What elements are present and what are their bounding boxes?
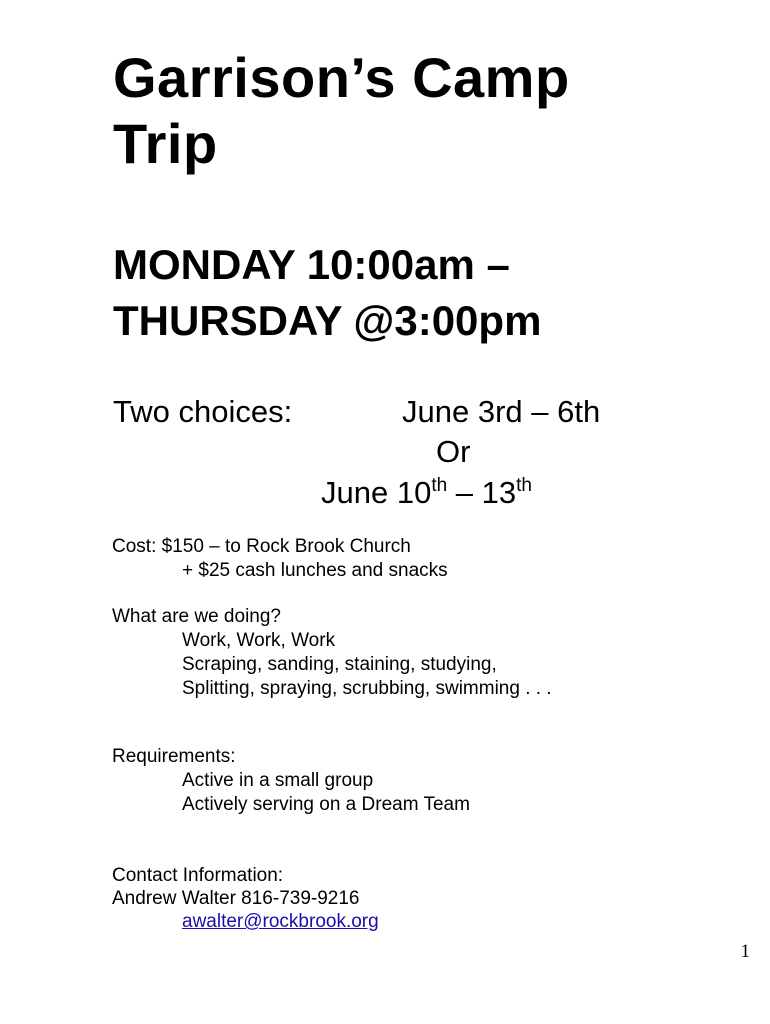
- schedule-line-1: MONDAY 10:00am –: [113, 241, 510, 288]
- list-item: Splitting, spraying, scrubbing, swimming . . .: [182, 678, 552, 699]
- cost-extra-line: + $25 cash lunches and snacks: [182, 560, 448, 581]
- choice-option-2: [321, 473, 532, 513]
- list-item: Active in a small group: [182, 770, 374, 791]
- title-line-1: Garrison’s Camp: [113, 46, 570, 109]
- contact-heading: Contact Information:: [112, 865, 284, 886]
- choice-option-2-sup-1: th: [431, 475, 448, 496]
- activities-list: [182, 629, 552, 701]
- list-item: Scraping, sanding, staining, studying,: [182, 654, 497, 675]
- choices-label: Two choices:: [113, 394, 293, 429]
- cost-line: Cost: $150 – to Rock Brook Church: [112, 536, 411, 557]
- schedule-heading: [113, 237, 733, 349]
- title-line-2: Trip: [113, 112, 218, 175]
- contact-name-phone: Andrew Walter 816-739-9216: [112, 888, 360, 909]
- requirements-heading: Requirements:: [112, 746, 236, 767]
- choice-option-1: June 3rd – 6th: [402, 394, 601, 429]
- requirements-list: [182, 769, 470, 817]
- activities-heading: What are we doing?: [112, 606, 281, 627]
- page-number: 1: [740, 941, 750, 962]
- choice-option-2-prefix: June 10: [321, 475, 432, 510]
- schedule-line-2: THURSDAY @3:00pm: [113, 297, 542, 344]
- page-title: [113, 45, 733, 177]
- choice-option-2-mid: – 13: [447, 475, 517, 510]
- choice-option-2-sup-2: th: [516, 475, 532, 496]
- contact-email-link[interactable]: awalter@rockbrook.org: [182, 911, 379, 932]
- list-item: Actively serving on a Dream Team: [182, 794, 470, 815]
- choice-or-separator: Or: [436, 434, 471, 469]
- list-item: Work, Work, Work: [182, 630, 336, 651]
